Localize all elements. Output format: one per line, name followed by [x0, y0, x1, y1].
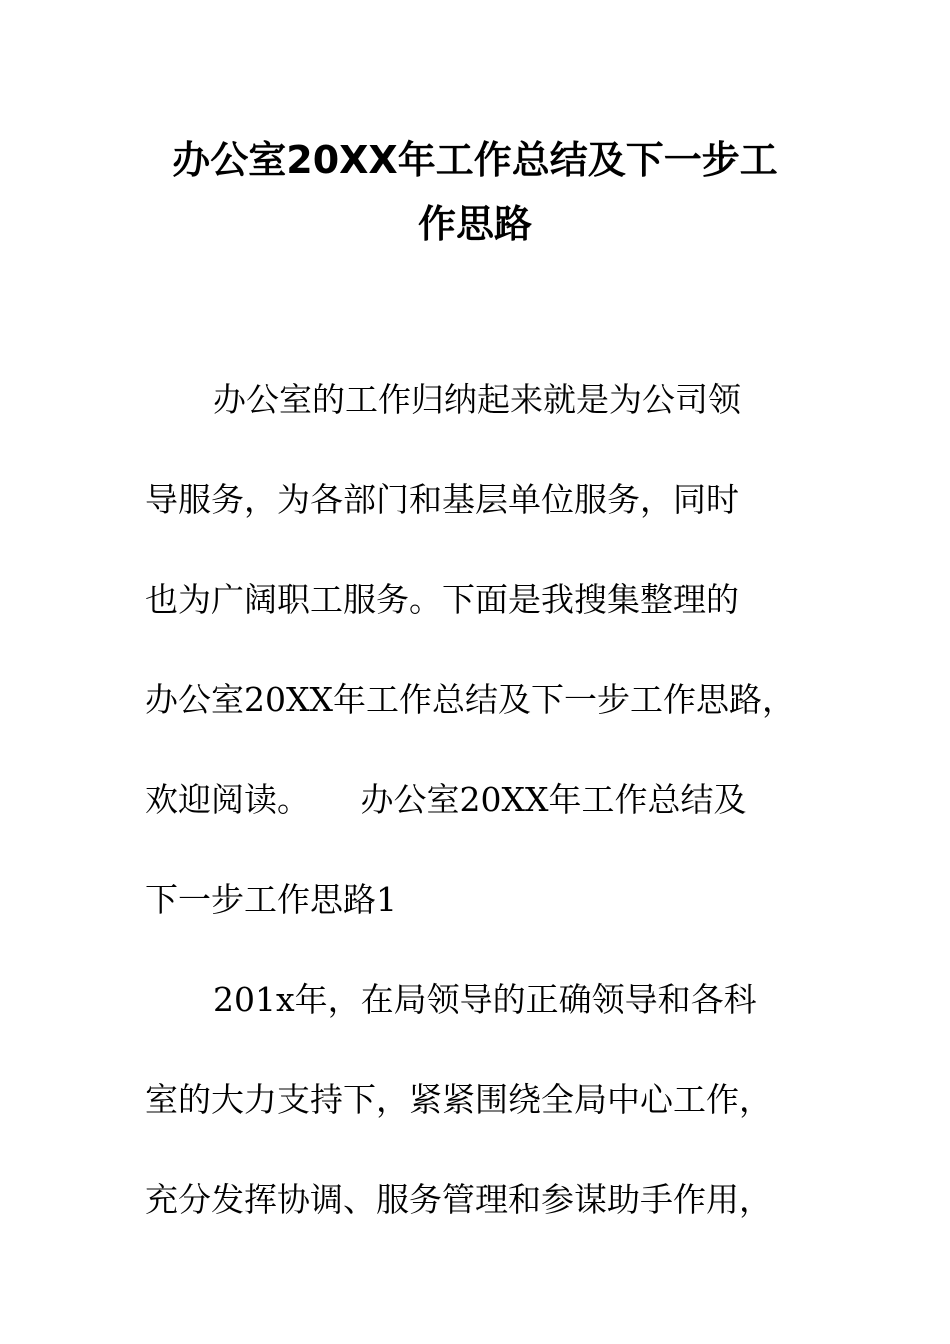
title-line-1: 办公室20XX年工作总结及下一步工 — [172, 138, 778, 182]
body-line-2: 导服务，为各部门和基层单位服务，同时 — [145, 480, 739, 519]
body-line-7: 201x年，在局领导的正确领导和各科 — [213, 980, 757, 1019]
body-line-5: 欢迎阅读。 办公室20XX年工作总结及 — [145, 780, 747, 819]
body-line-1: 办公室的工作归纳起来就是为公司领 — [213, 380, 741, 419]
body-line-8: 室的大力支持下，紧紧围绕全局中心工作， — [145, 1080, 772, 1119]
document-title — [145, 128, 805, 256]
body-line-9: 充分发挥协调、服务管理和参谋助手作用， — [145, 1180, 772, 1219]
body-line-6: 下一步工作思路1 — [145, 880, 397, 919]
title-line-2: 作思路 — [417, 202, 532, 246]
body-line-3: 也为广阔职工服务。下面是我搜集整理的 — [145, 580, 739, 619]
body-line-4: 办公室20XX年工作总结及下一步工作思路， — [145, 680, 795, 719]
